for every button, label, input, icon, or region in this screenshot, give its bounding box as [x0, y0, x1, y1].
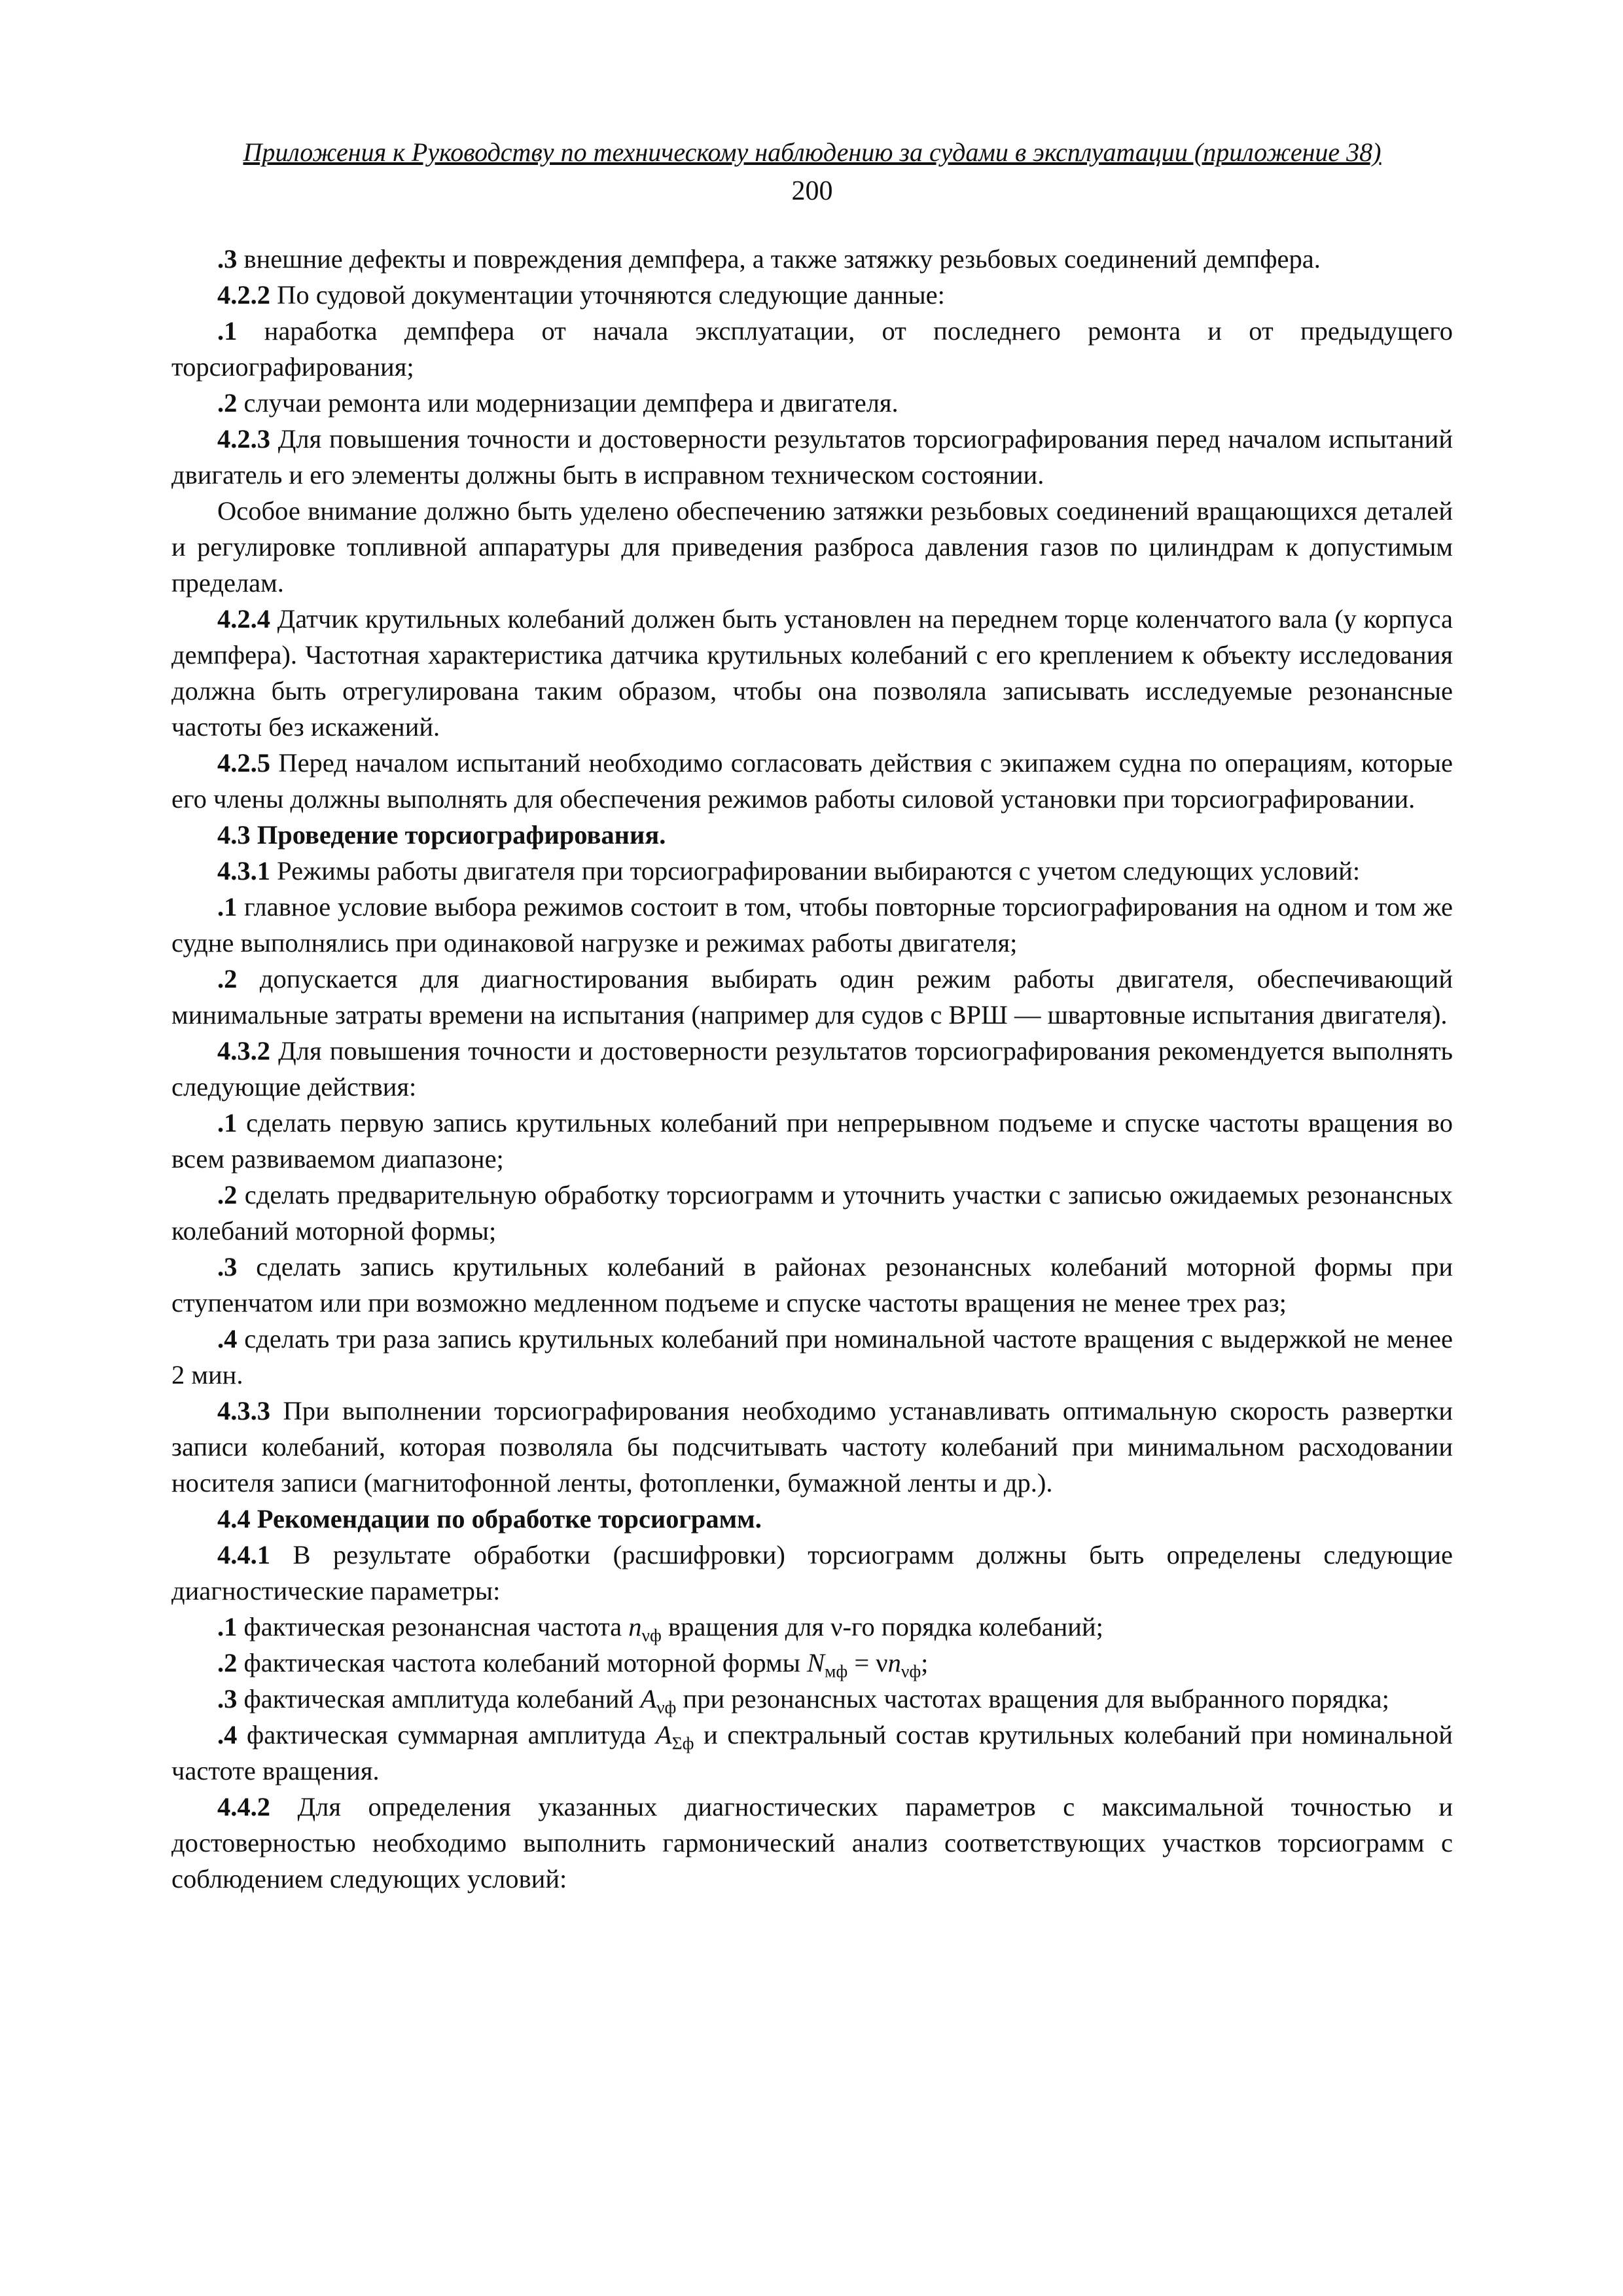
paragraph: [171, 241, 1453, 277]
paragraph-text: Для повышения точности и достоверности результатов торсиографирования рекомендуется выполнять следующие действия:: [171, 1036, 1453, 1102]
item-number: .2: [217, 388, 238, 418]
page-number: 200: [791, 176, 833, 206]
paragraph: [171, 1645, 1453, 1681]
item-number: .1: [217, 1612, 238, 1641]
section-heading: [171, 1501, 1453, 1537]
formula-symbol: n: [628, 1612, 642, 1641]
item-number: .1: [217, 1108, 238, 1138]
paragraph-text: сделать запись крутильных колебаний в районах резонансных колебаний моторной формы при ступенчатом или при возможно медленном подъеме и спуске частоты вращения не менее трех раз;: [171, 1252, 1453, 1318]
formula-symbol: A: [655, 1720, 672, 1749]
paragraph: [171, 1177, 1453, 1249]
clause-number: 4.2.3: [217, 424, 270, 454]
clause-number: 4.3.2: [217, 1036, 270, 1066]
paragraph-text: Для определения указанных диагностических параметров с максимальной точностью и достоверностью необходимо выполнить гармонический анализ соответствующих участков торсиограмм с соблюдением следующих условий:: [171, 1792, 1453, 1893]
paragraph-text: При выполнении торсиографирования необходимо устанавливать оптимальную скорость развертки записи колебаний, которая позволяла бы подсчитывать частоту колебаний при минимальном расходовании носителя записи (магнитофонной ленты, фотопленки, бумажной ленты и др.).: [171, 1396, 1453, 1498]
item-number: .1: [217, 892, 238, 922]
formula-symbol: n: [887, 1648, 901, 1677]
paragraph: [171, 421, 1453, 493]
paragraph: [171, 1105, 1453, 1177]
clause-number: 4.4.1: [217, 1540, 270, 1570]
paragraph: [171, 493, 1453, 601]
item-number: .1: [217, 316, 238, 346]
paragraph: [171, 1033, 1453, 1105]
paragraph-text: сделать три раза запись крутильных колебаний при номинальной частоте вращения с выдержкой не менее 2 мин.: [171, 1324, 1453, 1390]
paragraph-text: допускается для диагностирования выбирать один режим работы двигателя, обеспечивающий минимальные затраты времени на испытания (например для судов с ВРШ — швартовные испытания двигателя).: [171, 964, 1453, 1030]
paragraph-text: сделать предварительную обработку торсиограмм и уточнить участки с записью ожидаемых резонансных колебаний моторной формы;: [171, 1180, 1453, 1246]
paragraph-text: случаи ремонта или модернизации демпфера и двигателя.: [237, 388, 899, 418]
item-number: .2: [217, 1648, 238, 1677]
paragraph-text: и спектральный состав крутильных колебаний при номинальной частоте вращения.: [171, 1720, 1453, 1785]
item-number: .3: [217, 1684, 238, 1713]
paragraph: [171, 1537, 1453, 1609]
paragraph-text: главное условие выбора режимов состоит в том, чтобы повторные торсиографирования на одном и том же судне выполнялись при одинаковой нагрузке и режимах работы двигателя;: [171, 892, 1453, 958]
paragraph: [171, 1393, 1453, 1501]
paragraph-text: По судовой документации уточняются следующие данные:: [270, 280, 945, 310]
paragraph-text: В результате обработки (расшифровки) торсиограмм должны быть определены следующие диагностические параметры:: [171, 1540, 1453, 1605]
paragraph-text: вращения для ν-го порядка колебаний;: [661, 1612, 1103, 1641]
paragraph-text: наработка демпфера от начала эксплуатации, от последнего ремонта и от предыдущего торсиографирования;: [171, 316, 1453, 382]
section-heading-text: 4.3 Проведение торсиографирования.: [217, 820, 666, 850]
paragraph-text: Особое внимание должно быть уделено обеспечению затяжки резьбовых соединений вращающихся деталей и регулировке топливной аппаратуры для приведения разброса давления газов по цилиндрам к допустимым пределам.: [171, 496, 1453, 598]
clause-number: 4.3.1: [217, 856, 270, 886]
paragraph-text: фактическая резонансная частота: [237, 1612, 629, 1641]
paragraph: [171, 1789, 1453, 1897]
clause-number: 4.4.2: [217, 1792, 270, 1821]
paragraph: [171, 745, 1453, 817]
clause-number: 4.2.5: [217, 748, 270, 778]
paragraph-text: ;: [921, 1648, 929, 1677]
paragraph: [171, 889, 1453, 961]
paragraph: [171, 601, 1453, 745]
paragraph: [171, 1249, 1453, 1321]
paragraph-text: фактическая частота колебаний моторной формы: [237, 1648, 807, 1677]
clause-number: 4.2.2: [217, 280, 270, 310]
running-header: Приложения к Руководству по техническому наблюдению за судами в эксплуатации (приложение 38): [243, 137, 1382, 167]
paragraph-text: Перед началом испытаний необходимо согласовать действия с экипажем судна по операциям, которые его члены должны выполнять для обеспечения режимов работы силовой установки при торсиографировании.: [171, 748, 1453, 814]
paragraph-text: внешние дефекты и повреждения демпфера, а также затяжку резьбовых соединений демпфера.: [237, 244, 1321, 274]
paragraph: [171, 313, 1453, 385]
formula-subscript: νф: [641, 1624, 662, 1645]
formula-subscript: νф: [656, 1696, 677, 1717]
paragraph: [171, 853, 1453, 889]
item-number: .3: [217, 1252, 238, 1282]
item-number: .3: [217, 244, 238, 274]
paragraph: [171, 1321, 1453, 1393]
paragraph: [171, 1717, 1453, 1789]
paragraph-text: фактическая амплитуда колебаний: [237, 1684, 641, 1713]
clause-number: 4.3.3: [217, 1396, 270, 1426]
paragraph-text: Для повышения точности и достоверности результатов торсиографирования перед началом испытаний двигатель и его элементы должны быть в исправном техническом состоянии.: [171, 424, 1453, 490]
body-text: [171, 241, 1453, 1897]
item-number: .2: [217, 1180, 238, 1210]
formula-subscript: Σф: [671, 1732, 694, 1753]
paragraph-text: при резонансных частотах вращения для выбранного порядка;: [676, 1684, 1389, 1713]
paragraph-text: фактическая суммарная амплитуда: [237, 1720, 656, 1749]
formula-symbol: N: [806, 1648, 825, 1677]
paragraph: [171, 961, 1453, 1033]
paragraph: [171, 385, 1453, 421]
section-heading-text: 4.4 Рекомендации по обработке торсиограмм.: [217, 1504, 762, 1534]
paragraph-text: Режимы работы двигателя при торсиографировании выбираются с учетом следующих условий:: [270, 856, 1361, 886]
item-number: .4: [217, 1324, 238, 1354]
formula-subscript: мф: [824, 1660, 848, 1681]
paragraph: [171, 1609, 1453, 1645]
clause-number: 4.2.4: [217, 604, 270, 634]
paragraph-text: сделать первую запись крутильных колебаний при непрерывном подъеме и спуске частоты вращения во всем развиваемом диапазоне;: [171, 1108, 1453, 1174]
item-number: .4: [217, 1720, 238, 1749]
document-page: [171, 136, 1453, 1897]
formula-operator: = ν: [847, 1648, 888, 1677]
paragraph-text: Датчик крутильных колебаний должен быть установлен на переднем торце коленчатого вала (у корпуса демпфера). Частотная характеристика датчика крутильных колебаний с его креплением к объекту исследования должна быть отрегулирована таким образом, чтобы она позволяла записывать исследуемые резонансные частоты без искажений.: [171, 604, 1453, 742]
formula-symbol: A: [640, 1684, 657, 1713]
formula-subscript: νф: [901, 1660, 921, 1681]
item-number: .2: [217, 964, 238, 994]
paragraph: [171, 1681, 1453, 1717]
section-heading: [171, 817, 1453, 853]
paragraph: [171, 277, 1453, 313]
